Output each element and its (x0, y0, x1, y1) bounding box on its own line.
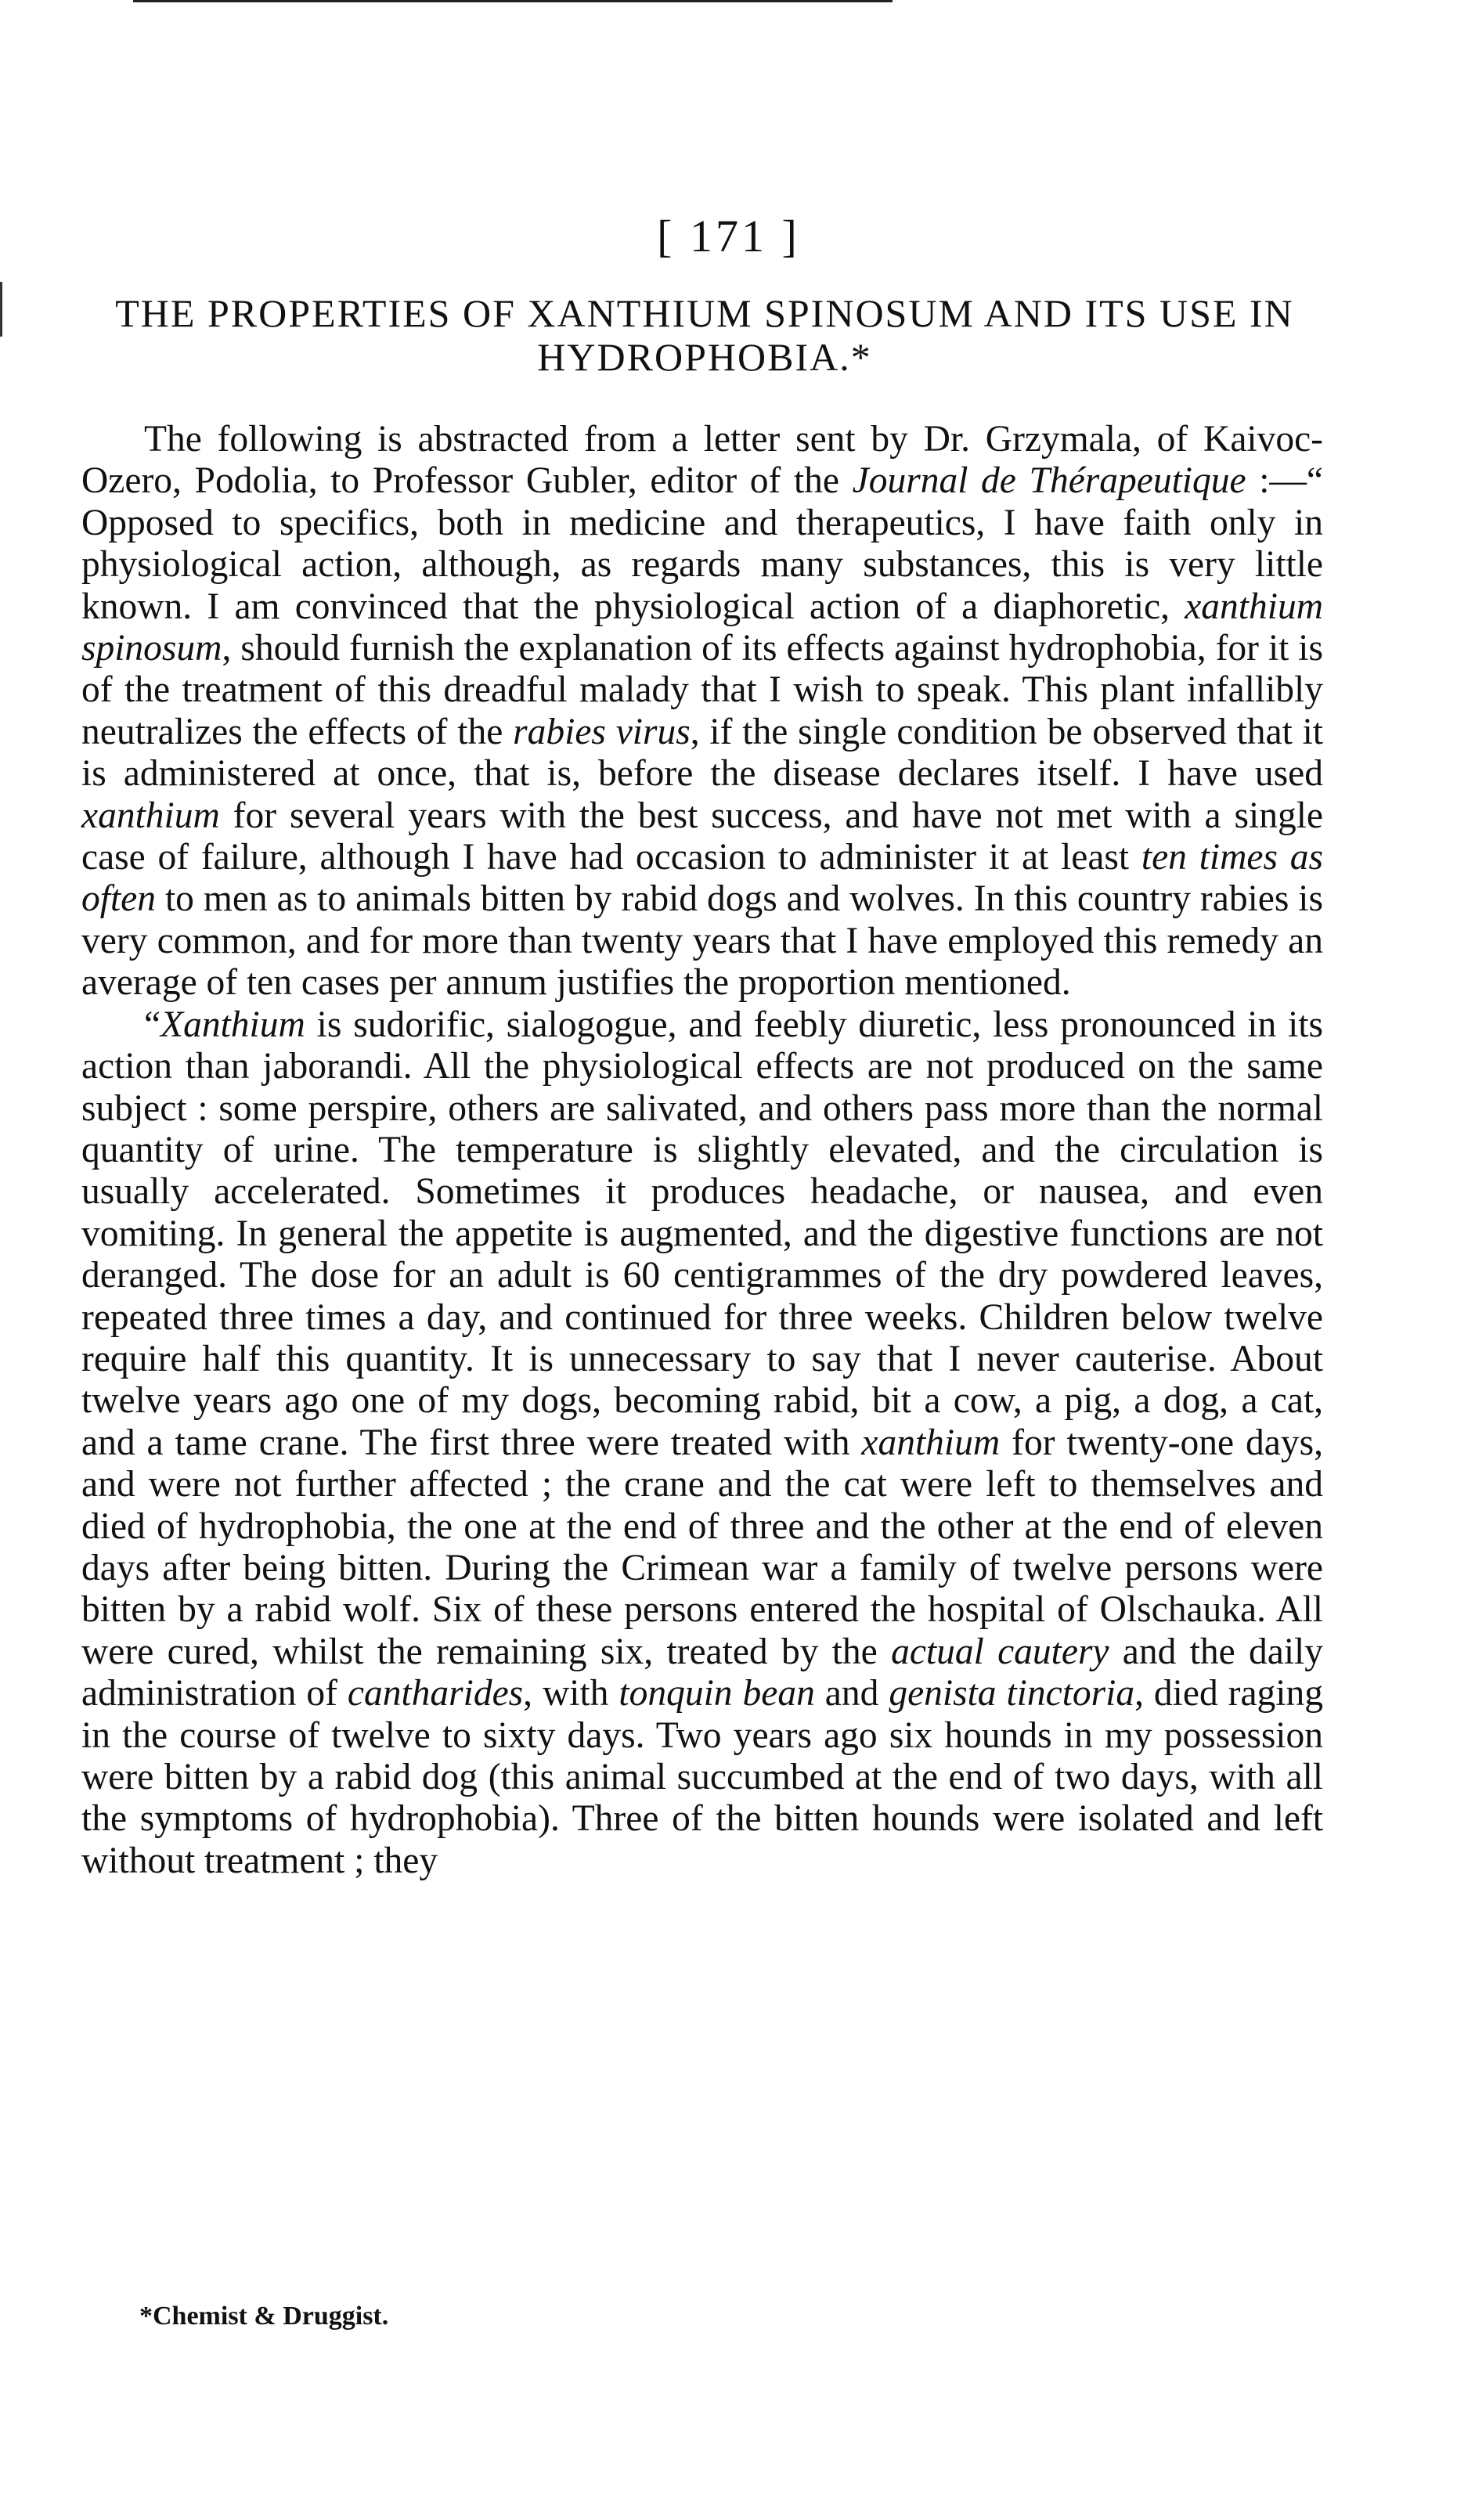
italic-run: xanthium (81, 795, 220, 836)
scan-edge-rule (133, 0, 893, 2)
italic-run: actual cautery (891, 1631, 1109, 1672)
text-run: “ (144, 1004, 161, 1045)
text-run: The following is abstracted from a letter sent by Dr. Grzymala, of Kaivoc-Ozero, Podolia, to Professor Gubler, editor of the (81, 419, 1323, 502)
text-run: for twenty-one days, and were not further affected ; the crane and the cat were left to themselves and died of hydrophobia, the one at the end of three and the other at the end of eleven days after being bitten. During the Crimean war a family of twelve persons were bitten by a rabid wolf. Six of these persons entered the hospital of Olschauka. All were cured, whilst the remaining six, treated by the (81, 1422, 1324, 1672)
paragraph-1 (81, 419, 1323, 1004)
page-number: [ 171 ] (657, 211, 800, 261)
footnote: *Chemist & Druggist. (139, 2302, 389, 2331)
text-run: , if the single condition be observed that it is administered at once, that is, before the disease declares itself. I have used (81, 711, 1324, 795)
italic-run: genista tinctoria (889, 1673, 1135, 1714)
italic-run: Journal de Thérapeutique (852, 460, 1246, 502)
text-run: to men as to animals bitten by rabid dogs and wolves. In this country rabies is very common, and for more than twenty years that I have employed this remedy an average of ten cases per annum justifies the proportion mentioned. (81, 878, 1323, 1004)
text-run: :—“ Opposed to specifics, both in medicine and therapeutics, I have faith only in physiological action, although, as regards many substances, this is very little known. I am convinced that the physiological action of a diaphoretic, (81, 460, 1323, 627)
italic-run: xanthium (861, 1422, 1001, 1463)
text-run: is sudorific, sialogogue, and feebly diuretic, less pronounced in its action than jaborandi. All the physiological effects are not produced on the same subject : some perspire, others are salivated, and others pass more than the normal quantity of urine. The temperature is slightly elevated, and the circulation is usually accelerated. Sometimes it produces headache, or nausea, and even vomiting. In general the appetite is augmented, and the digestive functions are not deranged. The dose for an adult is 60 centigrammes of the dry powdered leaves, repeated three times a day, and continued for three weeks. Children below twelve require half this quantity. It is unnecessary to say that I never cauterise. About twelve years ago one of my dogs, becoming rabid, bit a cow, a pig, a dog, a cat, and a tame crane. The first three were treated with (81, 1004, 1323, 1463)
text-run: , should furnish the explanation of its effects against hydrophobia, for it is of the treatment of this dreadful malady that I wish to speak. This plant infallibly neutralizes the effects of the (81, 628, 1323, 752)
text-run: , died raging in the course of twelve to sixty days. Two years ago six hounds in my possession were bitten by a rabid dog (this animal succumbed at the end of two days, with all the symptoms of hydrophobia). Three of the bitten hounds were isolated and left without treatment ; they (81, 1673, 1323, 1881)
article-body (81, 419, 1323, 1882)
article-title: THE PROPERTIES OF XANTHIUM SPINOSUM AND ITS USE IN HYDROPHOBIA.* (115, 291, 1294, 379)
italic-run: rabies virus (513, 711, 691, 752)
italic-run: tonquin bean (619, 1673, 815, 1714)
italic-run: cantharides (347, 1673, 524, 1714)
paragraph-2 (81, 1004, 1323, 1883)
text-run: , with (523, 1673, 619, 1714)
italic-run: xanthium spinosum (81, 586, 1323, 669)
scan-margin-mark (0, 282, 2, 337)
italic-run: ten times as often (81, 837, 1323, 920)
text-run: for several years with the best success, and have not met with a single case of failure, although I have had occasion to administer it at least (81, 795, 1323, 878)
text-run: and the daily administration of (81, 1631, 1323, 1714)
text-run: and (814, 1673, 889, 1714)
italic-run: Xanthium (160, 1004, 305, 1045)
